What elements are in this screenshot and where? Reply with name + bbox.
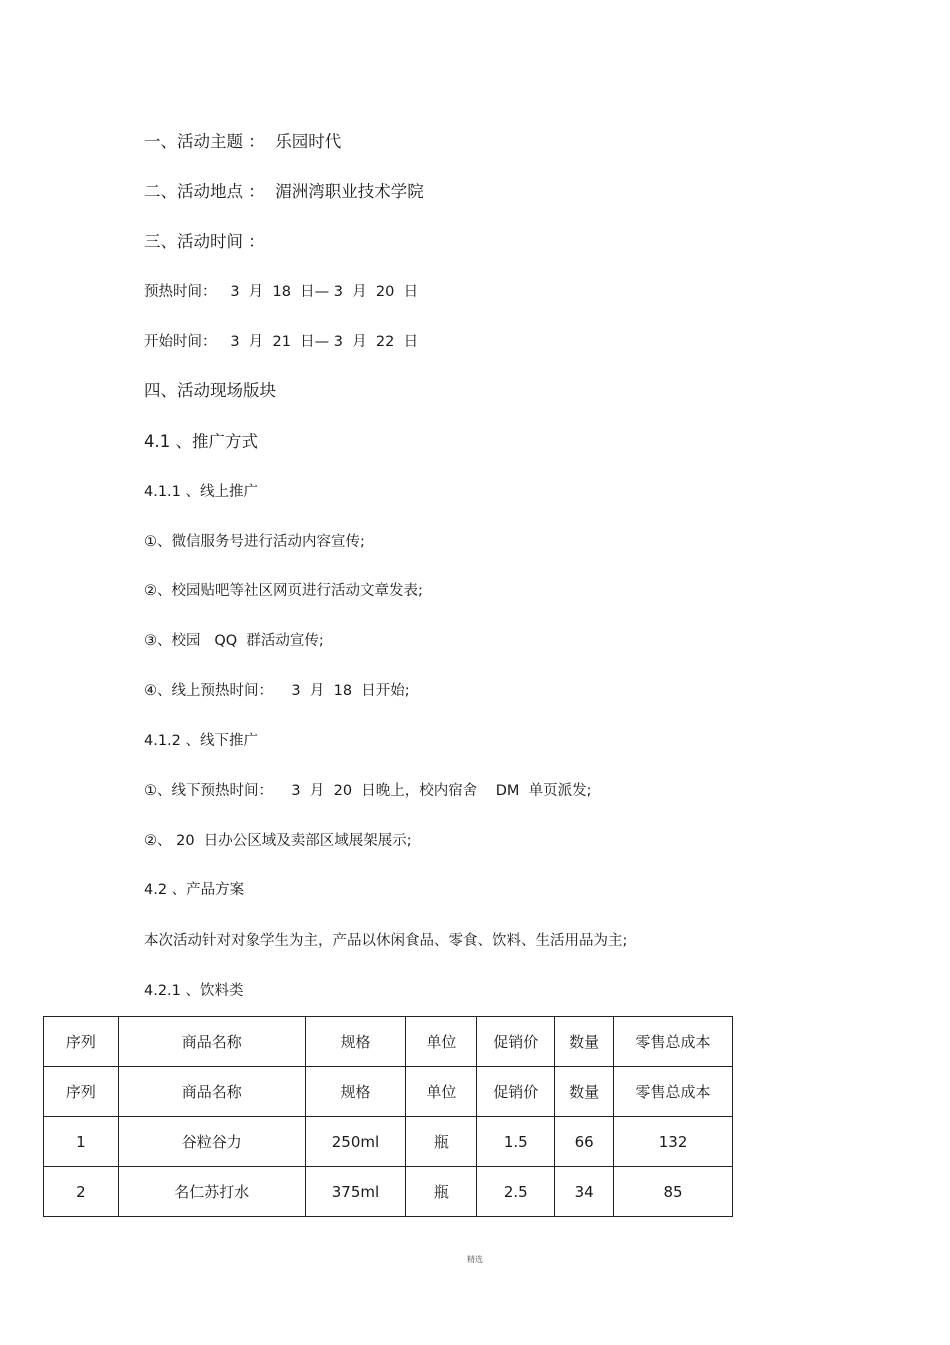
cell-total-cost: 132 — [614, 1117, 733, 1167]
cell-unit: 瓶 — [406, 1167, 477, 1217]
header-cell-name: 商品名称 — [118, 1017, 305, 1067]
header-cell-spec: 规格 — [305, 1067, 406, 1117]
cell-quantity: 34 — [555, 1167, 614, 1217]
header-cell-spec: 规格 — [305, 1017, 406, 1067]
page-footer: 精选 — [467, 1255, 483, 1264]
cell-total-cost: 85 — [614, 1167, 733, 1217]
header-cell-unit: 单位 — [406, 1067, 477, 1117]
cell-name: 名仁苏打水 — [118, 1167, 305, 1217]
cell-unit: 瓶 — [406, 1117, 477, 1167]
online-heading: 4.1.1 、线上推广 — [144, 484, 259, 500]
header-cell-name: 商品名称 — [118, 1067, 305, 1117]
header-cell-unit: 单位 — [406, 1017, 477, 1067]
section-time-heading: 三、活动时间 ： — [144, 232, 265, 251]
cell-price: 2.5 — [477, 1167, 555, 1217]
header-cell-price: 促销价 — [477, 1067, 555, 1117]
offline-item: ②、 20 日办公区域及卖部区域展架展示; — [144, 833, 412, 849]
cell-index: 2 — [44, 1167, 119, 1217]
section-location: 二、活动地点 ： 湄洲湾职业技术学院 — [144, 182, 424, 201]
header-cell-quantity: 数量 — [555, 1017, 614, 1067]
cell-price: 1.5 — [477, 1117, 555, 1167]
section-theme: 一、活动主题 ： 乐园时代 — [144, 132, 342, 151]
start-time: 开始时间： 3 月 21 日— 3 月 22 日 — [144, 334, 419, 350]
online-item: ②、校园贴吧等社区网页进行活动文章发表; — [144, 583, 423, 599]
header-cell-total-cost: 零售总成本 — [614, 1017, 733, 1067]
promo-heading: 4.1 、推广方式 — [144, 432, 258, 451]
table-row — [44, 1117, 733, 1167]
header-cell-quantity: 数量 — [555, 1067, 614, 1117]
table-header-row — [44, 1017, 733, 1067]
header-cell-total-cost: 零售总成本 — [614, 1067, 733, 1117]
header-cell-index: 序列 — [44, 1067, 119, 1117]
cell-spec: 250ml — [305, 1117, 406, 1167]
section-venue-blocks: 四、活动现场版块 — [144, 381, 276, 400]
cell-quantity: 66 — [555, 1117, 614, 1167]
header-cell-index: 序列 — [44, 1017, 119, 1067]
product-description: 本次活动针对对象学生为主，产品以休闲食品、零食、饮料、生活用品为主; — [144, 933, 628, 949]
online-item: ①、微信服务号进行活动内容宣传; — [144, 534, 365, 550]
drinks-table — [43, 1016, 733, 1217]
preheat-time: 预热时间： 3 月 18 日— 3 月 20 日 — [144, 284, 419, 300]
table-header-row — [44, 1067, 733, 1117]
online-item: ③、校园 QQ 群活动宣传; — [144, 633, 324, 649]
cell-index: 1 — [44, 1117, 119, 1167]
table-row — [44, 1167, 733, 1217]
cell-name: 谷粒谷力 — [118, 1117, 305, 1167]
online-item: ④、线上预热时间： 3 月 18 日开始; — [144, 683, 410, 699]
product-heading: 4.2 、产品方案 — [144, 882, 245, 898]
cell-spec: 375ml — [305, 1167, 406, 1217]
header-cell-price: 促销价 — [477, 1017, 555, 1067]
offline-item: ①、线下预热时间： 3 月 20 日晚上，校内宿舍 DM 单页派发; — [144, 783, 592, 799]
offline-heading: 4.1.2 、线下推广 — [144, 733, 259, 749]
drinks-heading: 4.2.1 、饮料类 — [144, 983, 244, 999]
